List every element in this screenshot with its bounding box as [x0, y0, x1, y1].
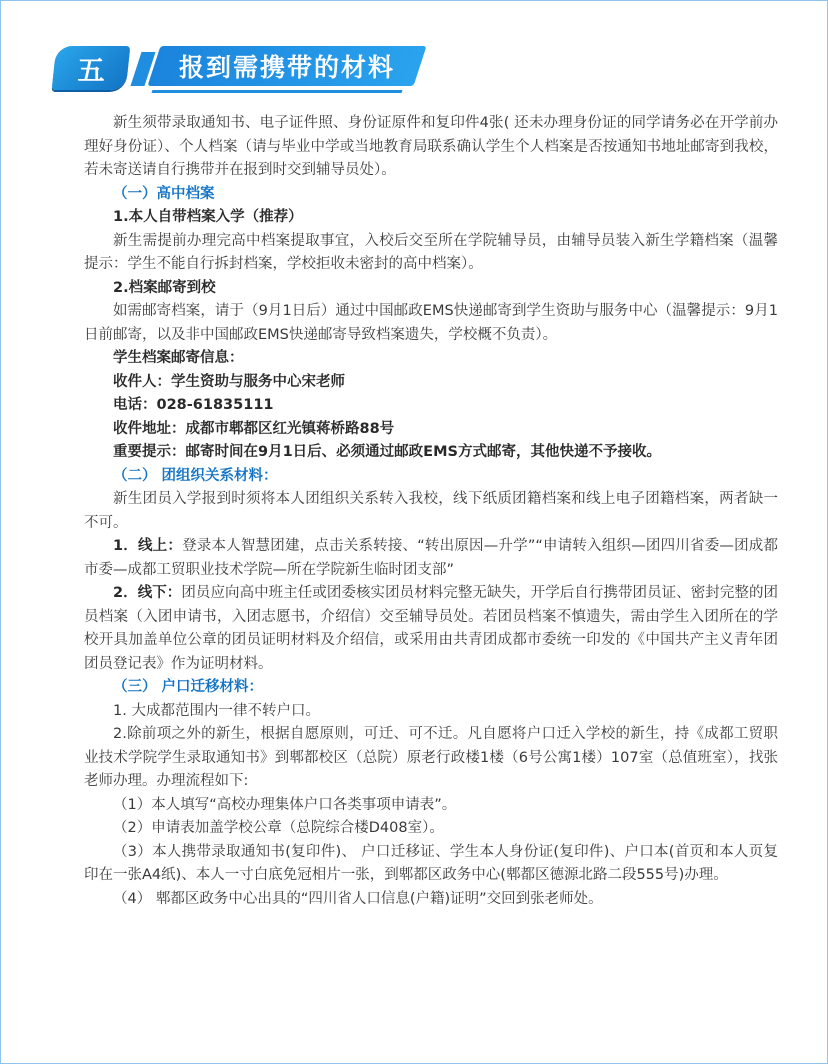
household-step-2: （2）申请表加盖学校公章（总院综合楼D408室）。 — [113, 820, 444, 836]
league-online-paragraph — [84, 535, 778, 582]
section-header — [50, 44, 430, 94]
household-step-4: （4） 郫都区政务中心出具的“四川省人口信息(户籍)证明”交回到张老师处。 — [113, 890, 603, 907]
document-body — [84, 112, 778, 911]
subsection-heading-league-relations: （二） 团组织关系材料： — [113, 467, 278, 484]
mail-info-heading: 学生档案邮寄信息： — [113, 350, 244, 366]
mail-address: 收件地址：成都市郫都区红光镇蒋桥路88号 — [113, 420, 395, 437]
mail-recipient: 收件人：学生资助与服务中心宋老师 — [113, 373, 345, 390]
title-underline — [152, 90, 403, 93]
league-offline-label: 2．线下： — [113, 585, 182, 601]
household-item-2: 2.除前项之外的新生，根据自愿原则，可迁、可不迁。凡自愿将户口迁入学校的新生，持《成都工贸职业技术学院学生录取通知书》到郫都校区（总院）原老行政楼1楼（6号公寓1楼）107室（总值班室），找张老师办理。办理流程如下: — [84, 726, 778, 789]
household-step-3: （3）本人携带录取通知书(复印件)、 户口迁移证、学生本人身份证(复印件)、户口本(首页和本人页复印在一张A4纸)、本人一寸白底免冠相片一张，到郫都区政务中心(郫都区德源北路二段555号)办理。 — [84, 843, 778, 883]
subsection-heading-high-school-archive: （一）高中档案 — [113, 185, 215, 202]
mail-notice: 重要提示：邮寄时间在9月1日后、必须通过邮政EMS方式邮寄，其他快递不予接收。 — [113, 444, 661, 460]
household-step-1: （1）本人填写“高校办理集体户口各类事项申请表”。 — [113, 796, 457, 813]
archive-option-1-heading: 1.本人自带档案入学（推荐） — [113, 209, 303, 225]
archive-option-2-heading: 2.档案邮寄到校 — [113, 279, 216, 296]
household-item-1: 1. 大成都范围内一律不转户口。 — [113, 702, 320, 719]
league-online-text: 登录本人智慧团建，点击关系转接、“转出原因—升学”“申请转入组织—团四川省委—团成都市委—成都工贸职业技术学院—所在学院新生临时团支部” — [84, 538, 778, 578]
league-intro-text: 新生团员入学报到时须将本人团组织关系转入我校，线下纸质团籍档案和线上电子团籍档案，两者缺一不可。 — [84, 491, 778, 531]
mail-phone: 电话：028-61835111 — [113, 397, 274, 413]
section-number: 五 — [77, 55, 105, 87]
archive-option-2-text: 如需邮寄档案，请于（9月1日后）通过中国邮政EMS快递邮寄到学生资助与服务中心（温馨提示：9月1日前邮寄，以及非中国邮政EMS快递邮寄导致档案遗失，学校概不负责）。 — [84, 303, 778, 343]
intro-paragraph: 新生须带录取通知书、电子证件照、身份证原件和复印件4张( 还未办理身份证的同学请务必在开学前办理好身份证）、个人档案（请与毕业中学或当地教育局联系确认学生个人档案是否按通知书地址邮寄到我校，若未寄送请自行携带并在报到时交到辅导员处）。 — [84, 115, 778, 178]
archive-option-1-text: 新生需提前办理完高中档案提取事宜，入校后交至所在学院辅导员，由辅导员装入新生学籍档案（温馨提示：学生不能自行拆封档案，学校拒收未密封的高中档案）。 — [84, 232, 778, 272]
league-offline-text: 团员应向高中班主任或团委核实团员材料完整无缺失，开学后自行携带团员证、密封完整的团员档案（入团申请书，入团志愿书，介绍信）交至辅导员处。若团员档案不慎遗失，需由学生入团所在的学校开具加盖单位公章的团员证明材料及介绍信，或采用由共青团成都市委统一印发的《中国共产主义青年团团员登记表》作为证明材料。 — [84, 585, 778, 672]
subsection-heading-household-registration: （三） 户口迁移材料： — [113, 679, 264, 695]
league-offline-paragraph — [84, 582, 778, 676]
section-title: 报到需携带的材料 — [178, 53, 395, 82]
league-online-label: 1．线上： — [113, 538, 183, 554]
